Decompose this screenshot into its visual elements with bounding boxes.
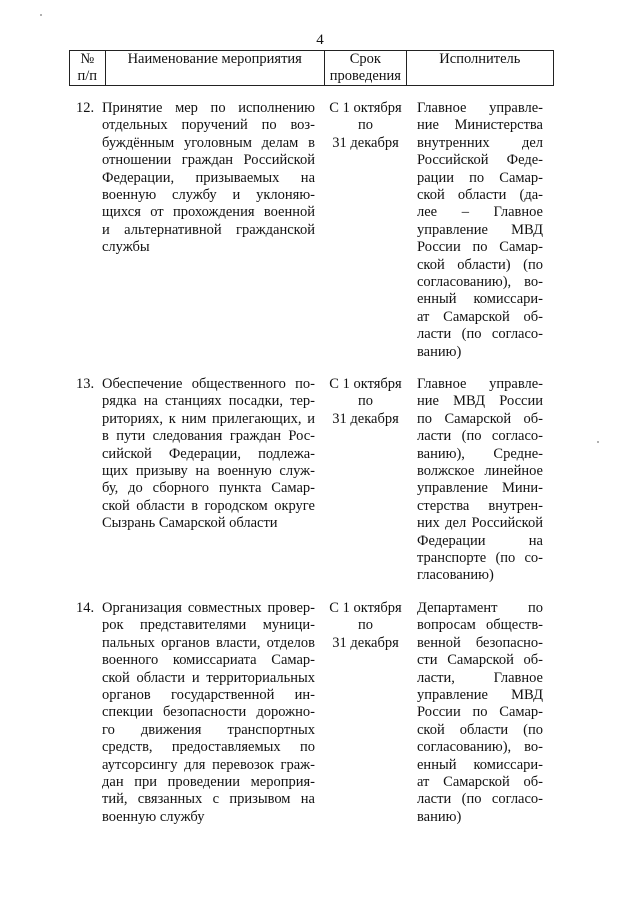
- scan-speck: [597, 441, 599, 443]
- row-executor: Департамент по вопросам обществ- венной безопасно- сти Самарской об- ласти, Главное управление МВД России по Самар- ской области (по согласованию), во- енный комиссари- ат Самарской об- ласти (по согласо- ванию): [417, 600, 543, 825]
- row-number: 14.: [76, 600, 95, 616]
- page-number: 4: [316, 32, 324, 48]
- row-name: Обеспечение общественного по- рядка на станциях посадки, тер- риториях, к ним прилегающих, и в пути следования граждан Рос- сийской Федерации, подлежа- щих призыву на военную служ- бу, до сборного пункта Самар- ской области в городском округе Сызрань Самарской области: [102, 376, 315, 532]
- row-number: 13.: [76, 376, 95, 392]
- header-term: Срок проведения: [324, 51, 406, 86]
- row-term: С 1 октября по 31 декабря: [329, 600, 402, 651]
- row-term: С 1 октября по 31 декабря: [329, 100, 402, 151]
- row-name: Организация совместных провер- рок представителями муници- пальных органов власти, отделов военного комиссариата Самар- ской области и территориальных органов государственной ин- спекции безопасности дорожно- го движения транспортных средств, предоставляемых по аутсорсингу для перевозок граж- дан при проведении мероприя- тий, связанных с призывом на военную службу: [102, 600, 315, 825]
- header-name: Наименование мероприятия: [105, 51, 324, 86]
- scan-speck: [40, 14, 42, 16]
- header-num: № п/п: [70, 51, 106, 86]
- row-number: 12.: [76, 100, 95, 116]
- header-executor: Исполнитель: [406, 51, 553, 86]
- row-name: Принятие мер по исполнению отдельных поручений по воз- буждённым уголовным делам в отношении граждан Российской Федерации, призываемых на военную службу и уклоняю- щихся от прохождения военной и альтернативной гражданской службы: [102, 100, 315, 256]
- row-executor: Главное управле- ние МВД России по Самарской об- ласти (по согласо- ванию), Средне- волжское линейное управление Мини- стерства внутрен- них дел Российской Федерации на транспорте (по со- гласованию): [417, 376, 543, 584]
- row-executor: Главное управле- ние Министерства внутренних дел Российской Феде- рации по Самар- ской области (да- лее – Главное управление МВД России по Самар- ской области) (по согласованию), во- енный комиссари- ат Самарской об- ласти (по согласо- ванию): [417, 100, 543, 360]
- table-header: [69, 50, 554, 86]
- row-term: С 1 октября по 31 декабря: [329, 376, 402, 427]
